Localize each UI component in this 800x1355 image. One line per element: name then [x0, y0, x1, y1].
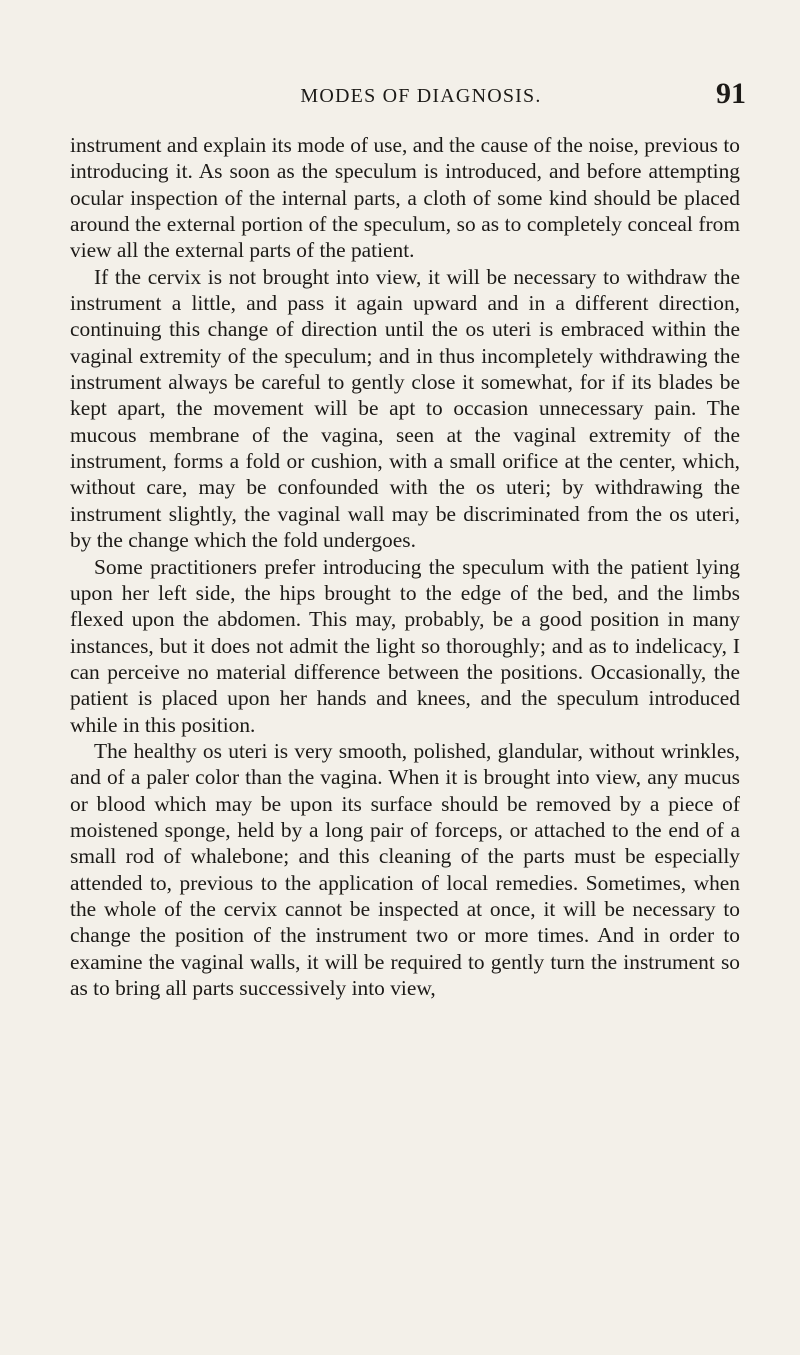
paragraph: If the cervix is not brought into view, it will be necessary to withdraw the instrument a little, and pass it again upward and in a different direction, continuing this change of direction until the os uteri is embraced within the vaginal extremity of the speculum; and in thus incompletely withdrawing the instrument always be careful to gently close it somewhat, for if its blades be kept apart, the movement will be apt to occasion unnecessary pain. The mucous membrane of the vagina, seen at the vaginal extremity of the instrument, forms a fold or cushion, with a small orifice at the center, which, without care, may be confounded with the os uteri; by withdrawing the instrument slightly, the vaginal wall may be discriminated from the os uteri, by the change which the fold undergoes. [70, 264, 740, 553]
paragraph: The healthy os uteri is very smooth, polished, glandular, without wrinkles, and of a paler color than the vagina. When it is brought into view, any mucus or blood which may be upon its surface should be removed by a piece of moistened sponge, held by a long pair of forceps, or attached to the end of a small rod of whalebone; and this cleaning of the parts must be especially attended to, previous to the application of local remedies. Sometimes, when the whole of the cervix cannot be inspected at once, it will be necessary to change the position of the instrument two or more times. And in order to examine the vaginal walls, it will be required to gently turn the instrument so as to bring all parts successively into view, [70, 738, 740, 1000]
paragraph: Some practitioners prefer introducing the speculum with the patient lying upon her left side, the hips brought to the edge of the bed, and the limbs flexed upon the abdomen. This may, probably, be a good position in many instances, but it does not admit the light so thoroughly; and as to indelicacy, I can perceive no material difference between the positions. Occasionally, the patient is placed upon her hands and knees, and the speculum introduced while in this position. [70, 554, 740, 737]
body-text [70, 132, 740, 1001]
running-head [126, 77, 746, 117]
page-number: 91 [716, 77, 746, 110]
paragraph: instrument and explain its mode of use, and the cause of the noise, previous to introducing it. As soon as the speculum is introduced, and before attempting ocular inspection of the internal parts, a cloth of some kind should be placed around the external portion of the speculum, so as to completely conceal from view all the external parts of the patient. [70, 133, 740, 263]
chapter-running-title: MODES OF DIAGNOSIS. [300, 85, 542, 107]
